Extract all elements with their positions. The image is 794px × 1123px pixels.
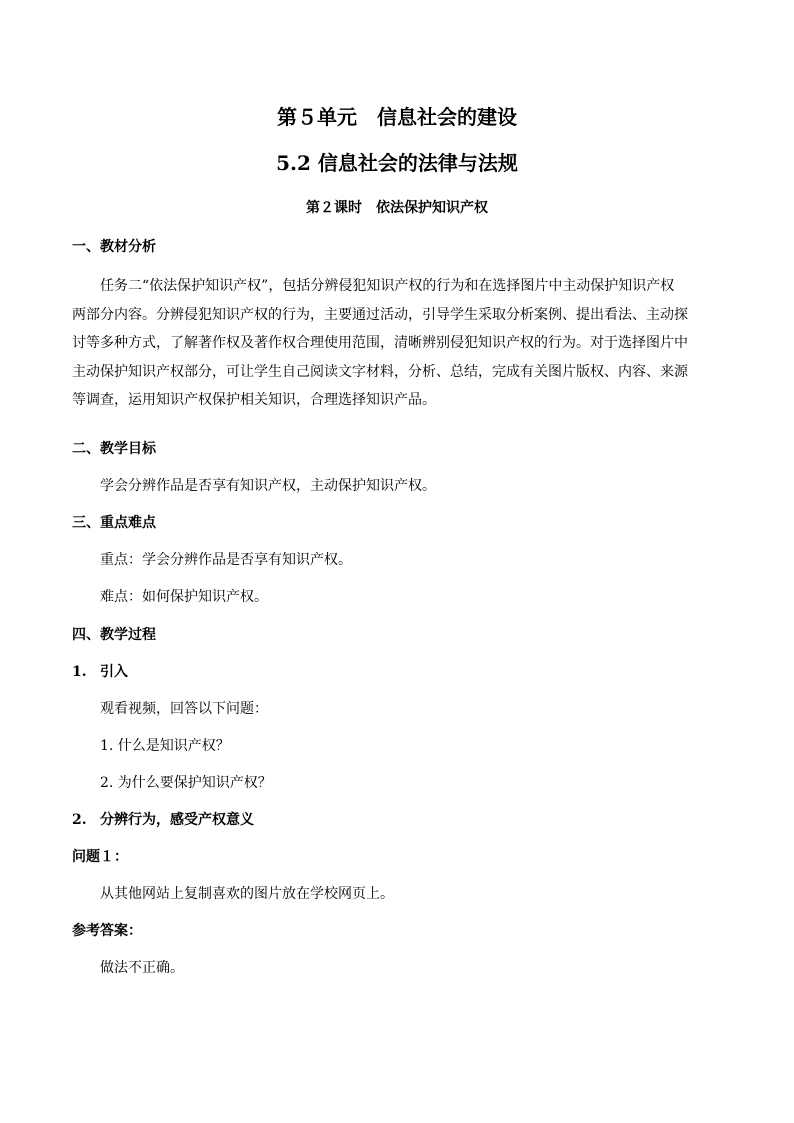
paragraph-line: 两部分内容。分辨侵犯知识产权的行为，主要通过活动，引导学生采取分析案例、提出看法、主动探: [72, 306, 688, 323]
problem-label: 问题１：: [72, 849, 128, 865]
question-2: 2. 为什么要保护知识产权？: [100, 775, 272, 791]
step1-number: 1.: [72, 664, 87, 680]
heading-textbook-analysis: 一、教材分析: [72, 239, 156, 255]
answer-label: 参考答案：: [72, 923, 142, 939]
difficult-point-text: 难点：如何保护知识产权。: [100, 589, 268, 605]
unit-title: 第５单元 信息社会的建设: [277, 105, 517, 129]
key-point-text: 重点：学会分辨作品是否享有知识产权。: [100, 552, 352, 568]
paragraph-line: 讨等多种方式，了解著作权及著作权合理使用范围，清晰辨别侵犯知识产权的行为。对于选择图片中: [72, 335, 688, 352]
heading-key-difficult: 三、重点难点: [72, 515, 156, 531]
problem-text: 从其他网站上复制喜欢的图片放在学校网页上。: [100, 886, 394, 902]
teaching-goals-text: 学会分辨作品是否享有知识产权，主动保护知识产权。: [100, 478, 436, 494]
section-title: 5.2 信息社会的法律与法规: [276, 151, 518, 175]
answer-text: 做法不正确。: [100, 960, 184, 976]
step2-title: 分辨行为，感受产权意义: [100, 812, 254, 828]
question-1: 1. 什么是知识产权？: [100, 738, 230, 754]
step1-title: 引入: [100, 664, 128, 680]
step2-number: 2.: [72, 812, 87, 828]
textbook-analysis-paragraph: [72, 272, 722, 415]
heading-teaching-goals: 二、教学目标: [72, 441, 156, 457]
lesson-title: 第２课时 依法保护知识产权: [306, 200, 488, 216]
paragraph-line: 主动保护知识产权部分，可让学生自己阅读文字材料，分析、总结，完成有关图片版权、内容、来源: [72, 363, 688, 380]
paragraph-line: 等调查，运用知识产权保护相关知识，合理选择知识产品。: [72, 392, 436, 409]
heading-teaching-process: 四、教学过程: [72, 627, 156, 643]
intro-text: 观看视频，回答以下问题：: [100, 701, 268, 717]
paragraph-line: 任务二“依法保护知识产权”，包括分辨侵犯知识产权的行为和在选择图片中主动保护知识产权: [100, 278, 675, 294]
